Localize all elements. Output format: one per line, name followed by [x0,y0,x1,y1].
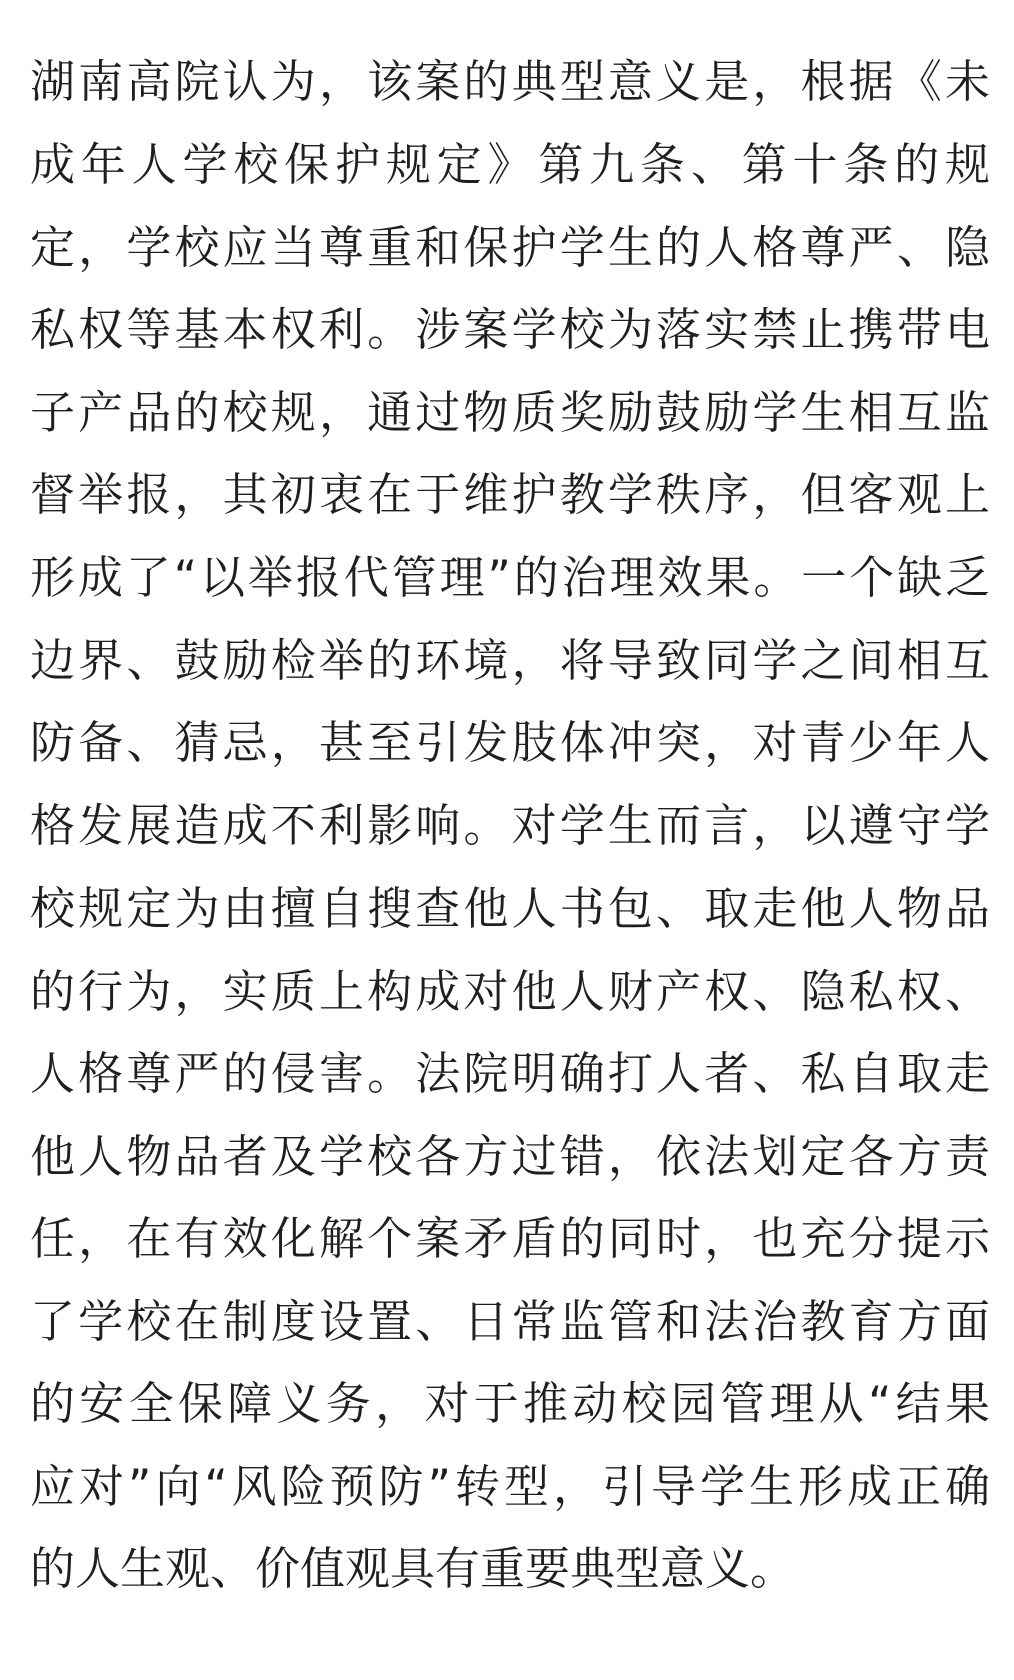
text-line: 防备、猜忌，甚至引发肢体冲突，对青少年人 [30,716,990,769]
text-line: 形成了“以举报代管理”的治理效果。一个缺乏 [30,551,990,604]
text-line: 了学校在制度设置、日常监管和法治教育方面 [30,1295,990,1348]
text-line: 湖南高院认为，该案的典型意义是，根据《未 [30,55,990,108]
text-line: 边界、鼓励检举的环境，将导致同学之间相互 [30,634,990,687]
text-line: 任，在有效化解个案矛盾的同时，也充分提示 [30,1212,990,1265]
text-line: 私权等基本权利。涉案学校为落实禁止携带电 [30,303,990,356]
text-line: 人格尊严的侵害。法院明确打人者、私自取走 [30,1047,990,1100]
text-line: 成年人学校保护规定》第九条、第十条的规 [30,138,990,191]
text-line: 督举报，其初衷在于维护教学秩序，但客观上 [30,468,990,521]
text-line: 的人生观、价值观具有重要典型意义。 [30,1542,796,1595]
text-line: 校规定为由擅自搜查他人书包、取走他人物品 [30,882,990,935]
text-line: 的行为，实质上构成对他人财产权、隐私权、 [30,965,990,1018]
text-line: 的安全保障义务，对于推动校园管理从“结果 [30,1377,990,1430]
text-line: 定，学校应当尊重和保护学生的人格尊严、隐 [30,221,990,274]
text-line: 子产品的校规，通过物质奖励鼓励学生相互监 [30,386,990,439]
text-line: 他人物品者及学校各方过错，依法划定各方责 [30,1130,990,1183]
text-line: 应对”向“风险预防”转型，引导学生形成正确 [30,1460,990,1513]
text-line: 格发展造成不利影响。对学生而言，以遵守学 [30,799,990,852]
